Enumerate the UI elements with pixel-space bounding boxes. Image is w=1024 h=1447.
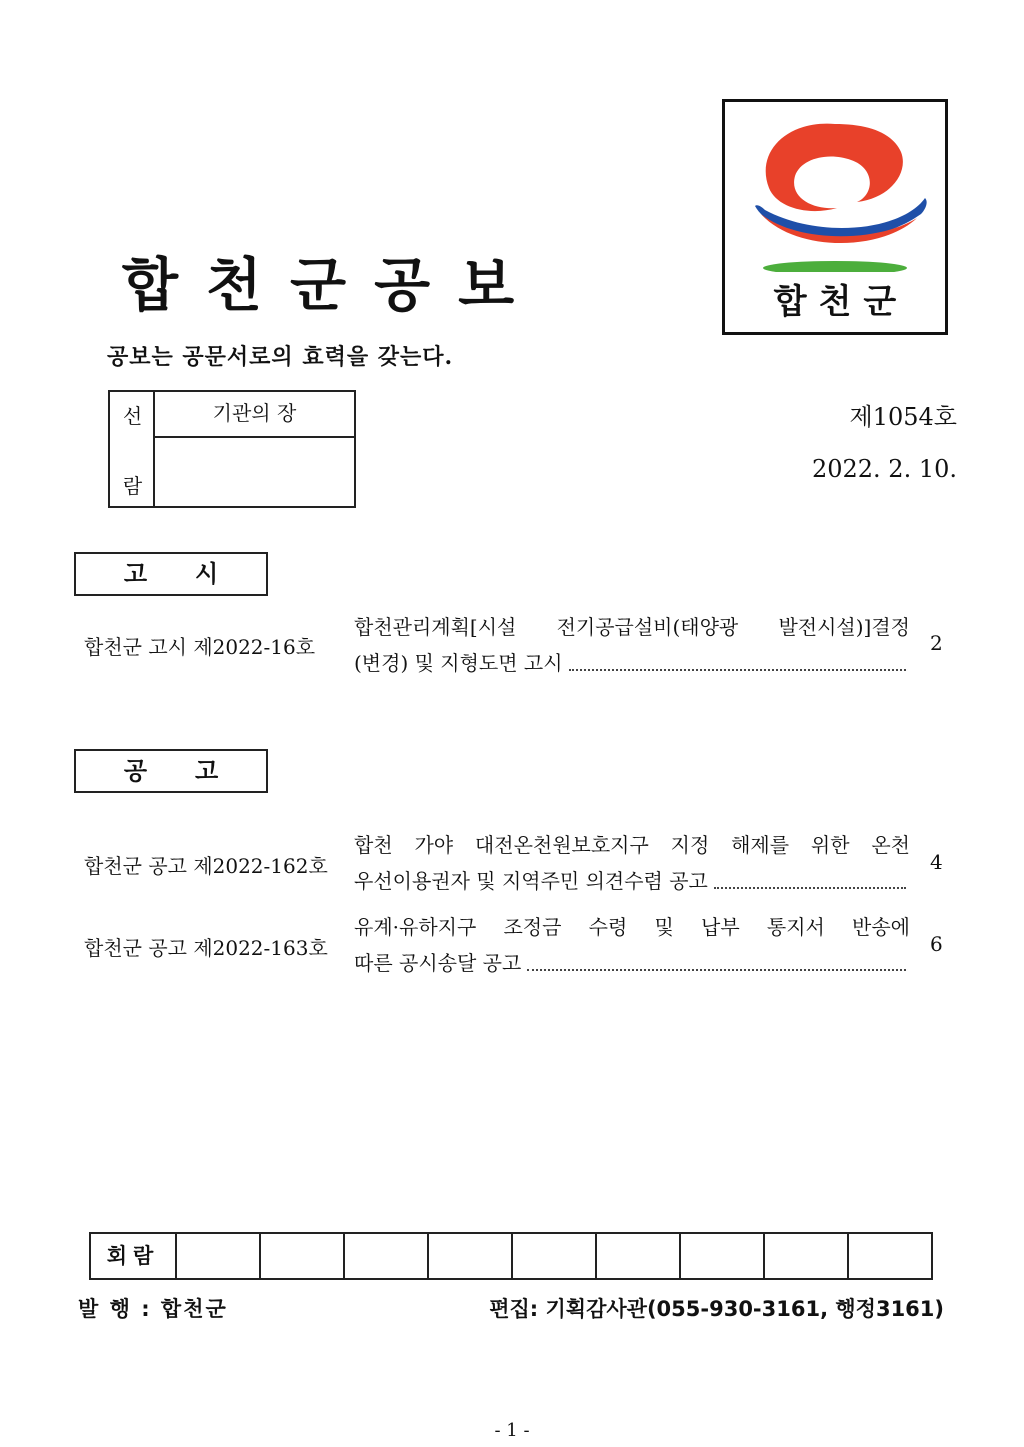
toc-page-number: 6 bbox=[930, 932, 943, 956]
page-title: 합천군공보 bbox=[122, 251, 543, 319]
hapcheon-emblem-icon bbox=[725, 102, 945, 272]
publisher: 발 행 : 합천군 bbox=[78, 1297, 228, 1321]
circulation-cell bbox=[847, 1234, 931, 1278]
section-announcement-char-a: 공 bbox=[123, 757, 147, 785]
circulation-cell bbox=[175, 1234, 259, 1278]
page-subtitle: 공보는 공문서로의 효력을 갖는다. bbox=[107, 344, 454, 370]
toc-entry-line1: 유계·유하지구 조정금 수령 및 납부 통지서 반송에 bbox=[354, 915, 910, 939]
review-label-top: 선 bbox=[122, 404, 143, 428]
toc-entry-line2: 따른 공시송달 공고 bbox=[354, 951, 522, 975]
toc-entry-line1: 합천관리계획[시설 전기공급설비(태양광 발전시설)]결정 bbox=[354, 615, 910, 639]
review-box bbox=[108, 390, 356, 508]
section-notice-char-a: 고 bbox=[123, 560, 147, 588]
review-header: 기관의 장 bbox=[155, 392, 354, 438]
dot-leader bbox=[569, 669, 906, 671]
circulation-cell bbox=[679, 1234, 763, 1278]
toc-page-number: 2 bbox=[930, 631, 943, 655]
toc-page-number: 4 bbox=[930, 850, 943, 874]
section-notice-char-b: 시 bbox=[195, 560, 219, 588]
section-header-announcement bbox=[74, 749, 268, 793]
circulation-cell bbox=[763, 1234, 847, 1278]
review-label-bottom: 람 bbox=[122, 474, 143, 498]
toc-entry[interactable] bbox=[354, 827, 910, 899]
announcement-ref: 합천군 공고 제2022-162호 bbox=[84, 854, 328, 878]
toc-entry-line2: 우선이용권자 및 지역주민 의견수렴 공고 bbox=[354, 869, 708, 893]
section-announcement-char-b: 고 bbox=[195, 757, 219, 785]
toc-entry-line1: 합천 가야 대전온천원보호지구 지정 해제를 위한 온천 bbox=[354, 833, 910, 857]
page-number: - 1 - bbox=[494, 1420, 530, 1441]
circulation-cell bbox=[511, 1234, 595, 1278]
county-logo bbox=[722, 99, 948, 335]
toc-entry-line2: (변경) 및 지형도면 고시 bbox=[354, 651, 563, 675]
circulation-cell bbox=[427, 1234, 511, 1278]
notice-ref: 합천군 고시 제2022-16호 bbox=[84, 635, 316, 659]
circulation-cell bbox=[259, 1234, 343, 1278]
toc-entry[interactable] bbox=[354, 909, 910, 981]
dot-leader bbox=[527, 969, 906, 971]
circulation-cell bbox=[343, 1234, 427, 1278]
toc-entry[interactable] bbox=[354, 609, 910, 681]
circulation-table bbox=[89, 1232, 933, 1280]
issue-number: 제1054호 bbox=[849, 403, 957, 431]
announcement-ref: 합천군 공고 제2022-163호 bbox=[84, 936, 328, 960]
circulation-label: 회람 bbox=[106, 1244, 160, 1268]
circulation-cell bbox=[595, 1234, 679, 1278]
logo-text: 합천군 bbox=[773, 282, 909, 322]
editor-contact: 편집: 기획감사관(055-930-3161, 행정3161) bbox=[489, 1297, 944, 1321]
dot-leader bbox=[714, 887, 906, 889]
issue-date: 2022. 2. 10. bbox=[811, 455, 957, 483]
section-header-notice bbox=[74, 552, 268, 596]
